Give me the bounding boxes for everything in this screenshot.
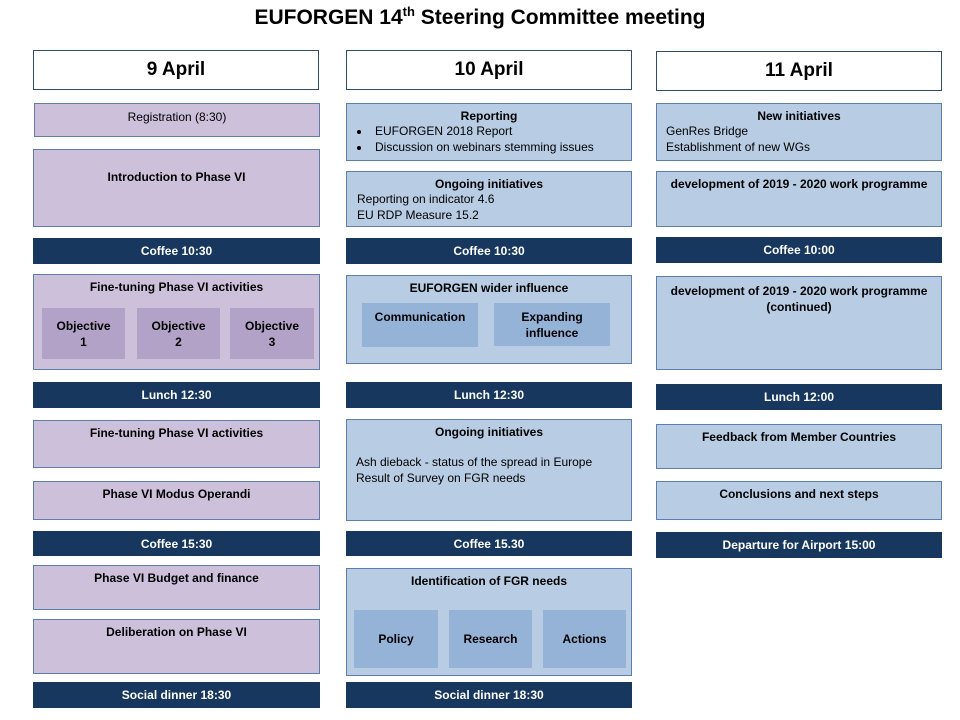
day3-dev2-line2: (continued) (766, 300, 832, 314)
objective-3-line2: 3 (268, 334, 276, 349)
day2-fgr-actions: Actions (543, 610, 626, 668)
day2-ongoing2-line: Ash dieback - status of the spread in Europe (356, 455, 593, 469)
day1-modus: Phase VI Modus Operandi (33, 481, 320, 520)
day2-coffee1: Coffee 10:30 (346, 238, 632, 264)
day3-conclusions: Conclusions and next steps (656, 481, 942, 520)
day1-dinner: Social dinner 18:30 (33, 682, 320, 708)
page-title (0, 4, 960, 30)
day3-dev2-line1: development of 2019 - 2020 work programme (670, 284, 928, 298)
day2-ongoing2 (346, 419, 632, 521)
day2-ongoing1 (346, 171, 632, 227)
day3-dev2 (656, 276, 942, 370)
day2-reporting (346, 103, 632, 161)
day2-coffee2: Coffee 15.30 (346, 531, 632, 556)
day3-lunch: Lunch 12:00 (656, 384, 942, 410)
objective-2-line2: 2 (175, 334, 182, 349)
day2-communication: Communication (362, 303, 478, 347)
day3-departure: Departure for Airport 15:00 (656, 532, 942, 558)
day3-dev1: development of 2019 - 2020 work programme (656, 171, 942, 227)
title-sup: th (402, 4, 415, 19)
day3-newinit-line: Establishment of new WGs (666, 140, 811, 154)
day1-coffee2: Coffee 15:30 (33, 531, 320, 556)
day1-finetuning2: Fine-tuning Phase VI activities (33, 420, 320, 468)
day2-wider-title: EUFORGEN wider influence (409, 281, 569, 295)
expanding-line2: influence (525, 326, 579, 340)
day2-reporting-item: • Discussion on webinars stemming issues (371, 139, 631, 155)
objective-1-line1: Objective (56, 318, 111, 333)
day3-header: 11 April (656, 51, 942, 91)
day2-ongoing2-line: Result of Survey on FGR needs (356, 471, 526, 485)
day2-expanding-influence (494, 303, 610, 346)
day1-lunch: Lunch 12:30 (33, 382, 320, 408)
title-suffix: Steering Committee meeting (414, 6, 706, 29)
day3-coffee1: Coffee 10:00 (656, 237, 942, 263)
day2-fgr-title: Identification of FGR needs (410, 574, 567, 588)
day1-budget: Phase VI Budget and finance (33, 565, 320, 610)
day2-header: 10 April (346, 50, 632, 90)
day1-finetuning1-title: Fine-tuning Phase VI activities (89, 280, 264, 294)
day3-newinit-line: GenRes Bridge (666, 124, 749, 138)
day2-reporting-item: • EUFORGEN 2018 Report (371, 123, 631, 139)
day3-newinit-title: New initiatives (757, 109, 841, 123)
day1-objective-3 (230, 308, 314, 359)
expanding-line1: Expanding (521, 310, 583, 324)
title-prefix: EUFORGEN 14 (254, 6, 403, 29)
day3-newinit (656, 103, 942, 161)
day1-deliberation: Deliberation on Phase VI (33, 619, 320, 674)
objective-2-line1: Objective (151, 318, 206, 333)
day1-objective-2 (137, 308, 220, 359)
day2-ongoing1-line: Reporting on indicator 4.6 (357, 192, 495, 206)
day1-header: 9 April (33, 50, 319, 90)
day2-ongoing1-line: EU RDP Measure 15.2 (357, 208, 479, 222)
day2-fgr-research: Research (449, 610, 532, 668)
day2-ongoing1-title: Ongoing initiatives (434, 177, 543, 191)
day2-ongoing2-title: Ongoing initiatives (434, 425, 543, 439)
day2-fgr-policy: Policy (354, 610, 438, 668)
objective-1-line2: 1 (80, 334, 87, 349)
day1-objective-1 (42, 308, 125, 359)
day2-dinner: Social dinner 18:30 (346, 682, 632, 708)
objective-3-line1: Objective (244, 318, 300, 333)
day3-feedback: Feedback from Member Countries (656, 424, 942, 469)
day2-reporting-title: Reporting (460, 109, 518, 123)
day2-lunch: Lunch 12:30 (346, 382, 632, 408)
day1-intro: Introduction to Phase VI (33, 149, 320, 227)
day1-registration: Registration (8:30) (34, 103, 320, 137)
day1-coffee1: Coffee 10:30 (33, 238, 320, 264)
